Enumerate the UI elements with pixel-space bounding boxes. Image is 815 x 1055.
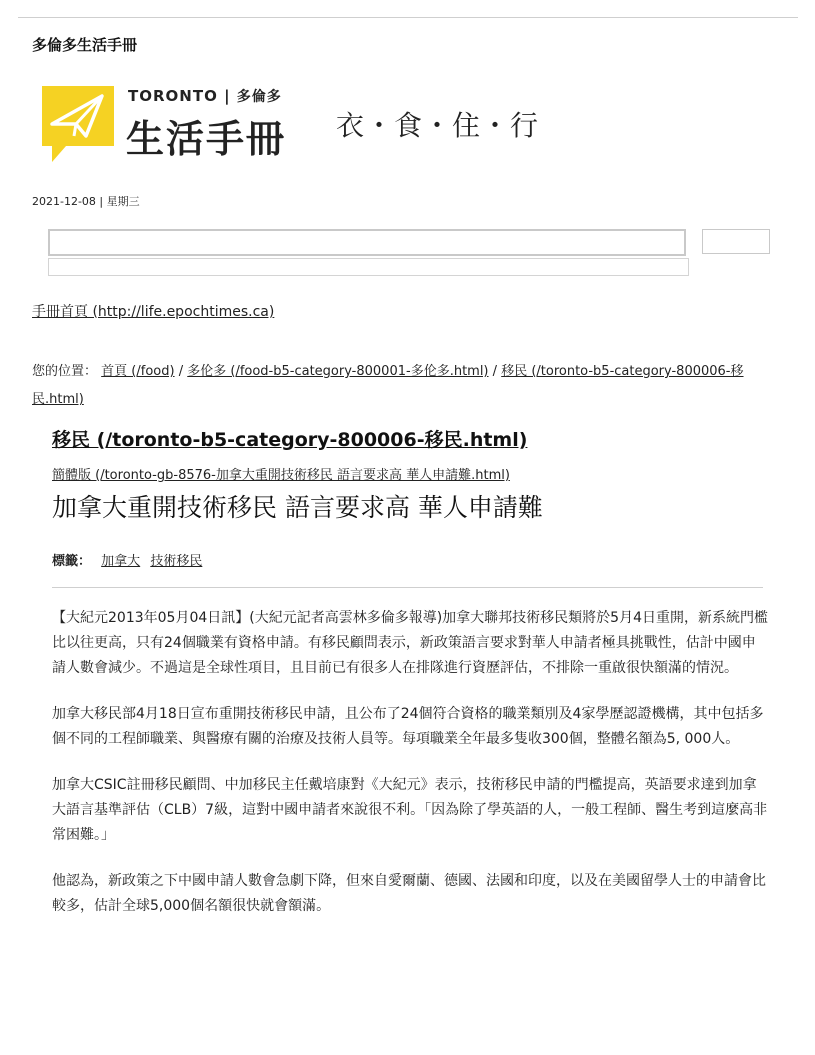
tags-divider	[52, 587, 763, 588]
simplified-version-link[interactable]: 簡體版 (/toronto-gb-8576-加拿大重開技術移民 語言要求高 華人申請難.html)	[52, 468, 510, 483]
tag-link-canada[interactable]: 加拿大	[101, 554, 141, 569]
home-link[interactable]: 手冊首頁 (http://life.epochtimes.ca)	[32, 304, 275, 320]
logo-text-en	[128, 86, 282, 106]
logo-city-zh: 多倫多	[236, 89, 282, 105]
tag-link-skilled-immigration[interactable]: 技術移民	[150, 554, 203, 569]
breadcrumb-item-toronto[interactable]: 多伦多 (/food-b5-category-800001-多伦多.html)	[187, 364, 489, 379]
article-category-link[interactable]: 移民 (/toronto-b5-category-800006-移民.html)	[52, 429, 528, 451]
logo-text-zh: 生活手冊	[126, 117, 287, 161]
article-body	[52, 606, 768, 940]
article-tags	[52, 550, 202, 569]
logo-separator: |	[224, 87, 231, 105]
article-paragraph: 【大紀元2013年05月04日訊】(大紀元記者高雲林多倫多報導)加拿大聯邦技術移民類將於5月4日重開，新系統門檻比以往更高，只有24個職業有資格申請。有移民顧問表示，新政策語言要求對華人申請者極具挑戰性，估計中國申請人數會減少。不過這是全球性項目，且目前已有很多人在排隊進行資歷評估，不排除一重啟很快額滿的情況。	[52, 610, 768, 676]
breadcrumb-prefix: 您的位置：	[32, 364, 98, 379]
article-paragraph: 他認為，新政策之下中國申請人數會急劇下降，但來自愛爾蘭、德國、法國和印度，以及在美國留學人士的申請會比較多，估計全球5,000個名額很快就會額滿。	[52, 873, 766, 914]
top-divider	[18, 17, 798, 18]
search-input[interactable]	[48, 229, 686, 256]
current-date: 2021-12-08 | 星期三	[32, 195, 140, 208]
breadcrumb-separator: /	[492, 364, 498, 379]
breadcrumb-item-home[interactable]: 首頁 (/food)	[101, 364, 175, 379]
breadcrumb	[32, 358, 772, 414]
logo-city: TORONTO	[128, 87, 218, 105]
article-title: 加拿大重開技術移民 語言要求高 華人申請難	[52, 493, 543, 522]
breadcrumb-item-immigration[interactable]: 移民 (/toronto-b5-category-800006-移民.html)	[32, 364, 744, 407]
search-suggestion-box[interactable]	[48, 258, 689, 276]
paper-plane-logo-icon	[40, 84, 116, 164]
article-paragraph: 加拿大移民部4月18日宣布重開技術移民申請，且公布了24個符合資格的職業類別及4家學歷認證機構，其中包括多個不同的工程師職業、與醫療有關的治療及技術人員等。每項職業全年最多隻收300個，整體名額為5, 000人。	[52, 706, 764, 747]
search-button[interactable]	[702, 229, 770, 254]
site-title: 多倫多生活手冊	[32, 36, 138, 54]
site-logo[interactable]	[40, 80, 290, 166]
tags-label: 標籤：	[52, 554, 92, 569]
breadcrumb-separator: /	[178, 364, 184, 379]
article-paragraph: 加拿大CSIC註冊移民顧問、中加移民主任戴培康對《大紀元》表示，技術移民申請的門檻提高，英語要求達到加拿大語言基準評估（CLB）7級，這對中國申請者來說很不利。「因為除了學英語的人，一般工程師、醫生考到這麼高非常困難。」	[52, 777, 768, 843]
slogan: 衣・食・住・行	[336, 109, 540, 142]
